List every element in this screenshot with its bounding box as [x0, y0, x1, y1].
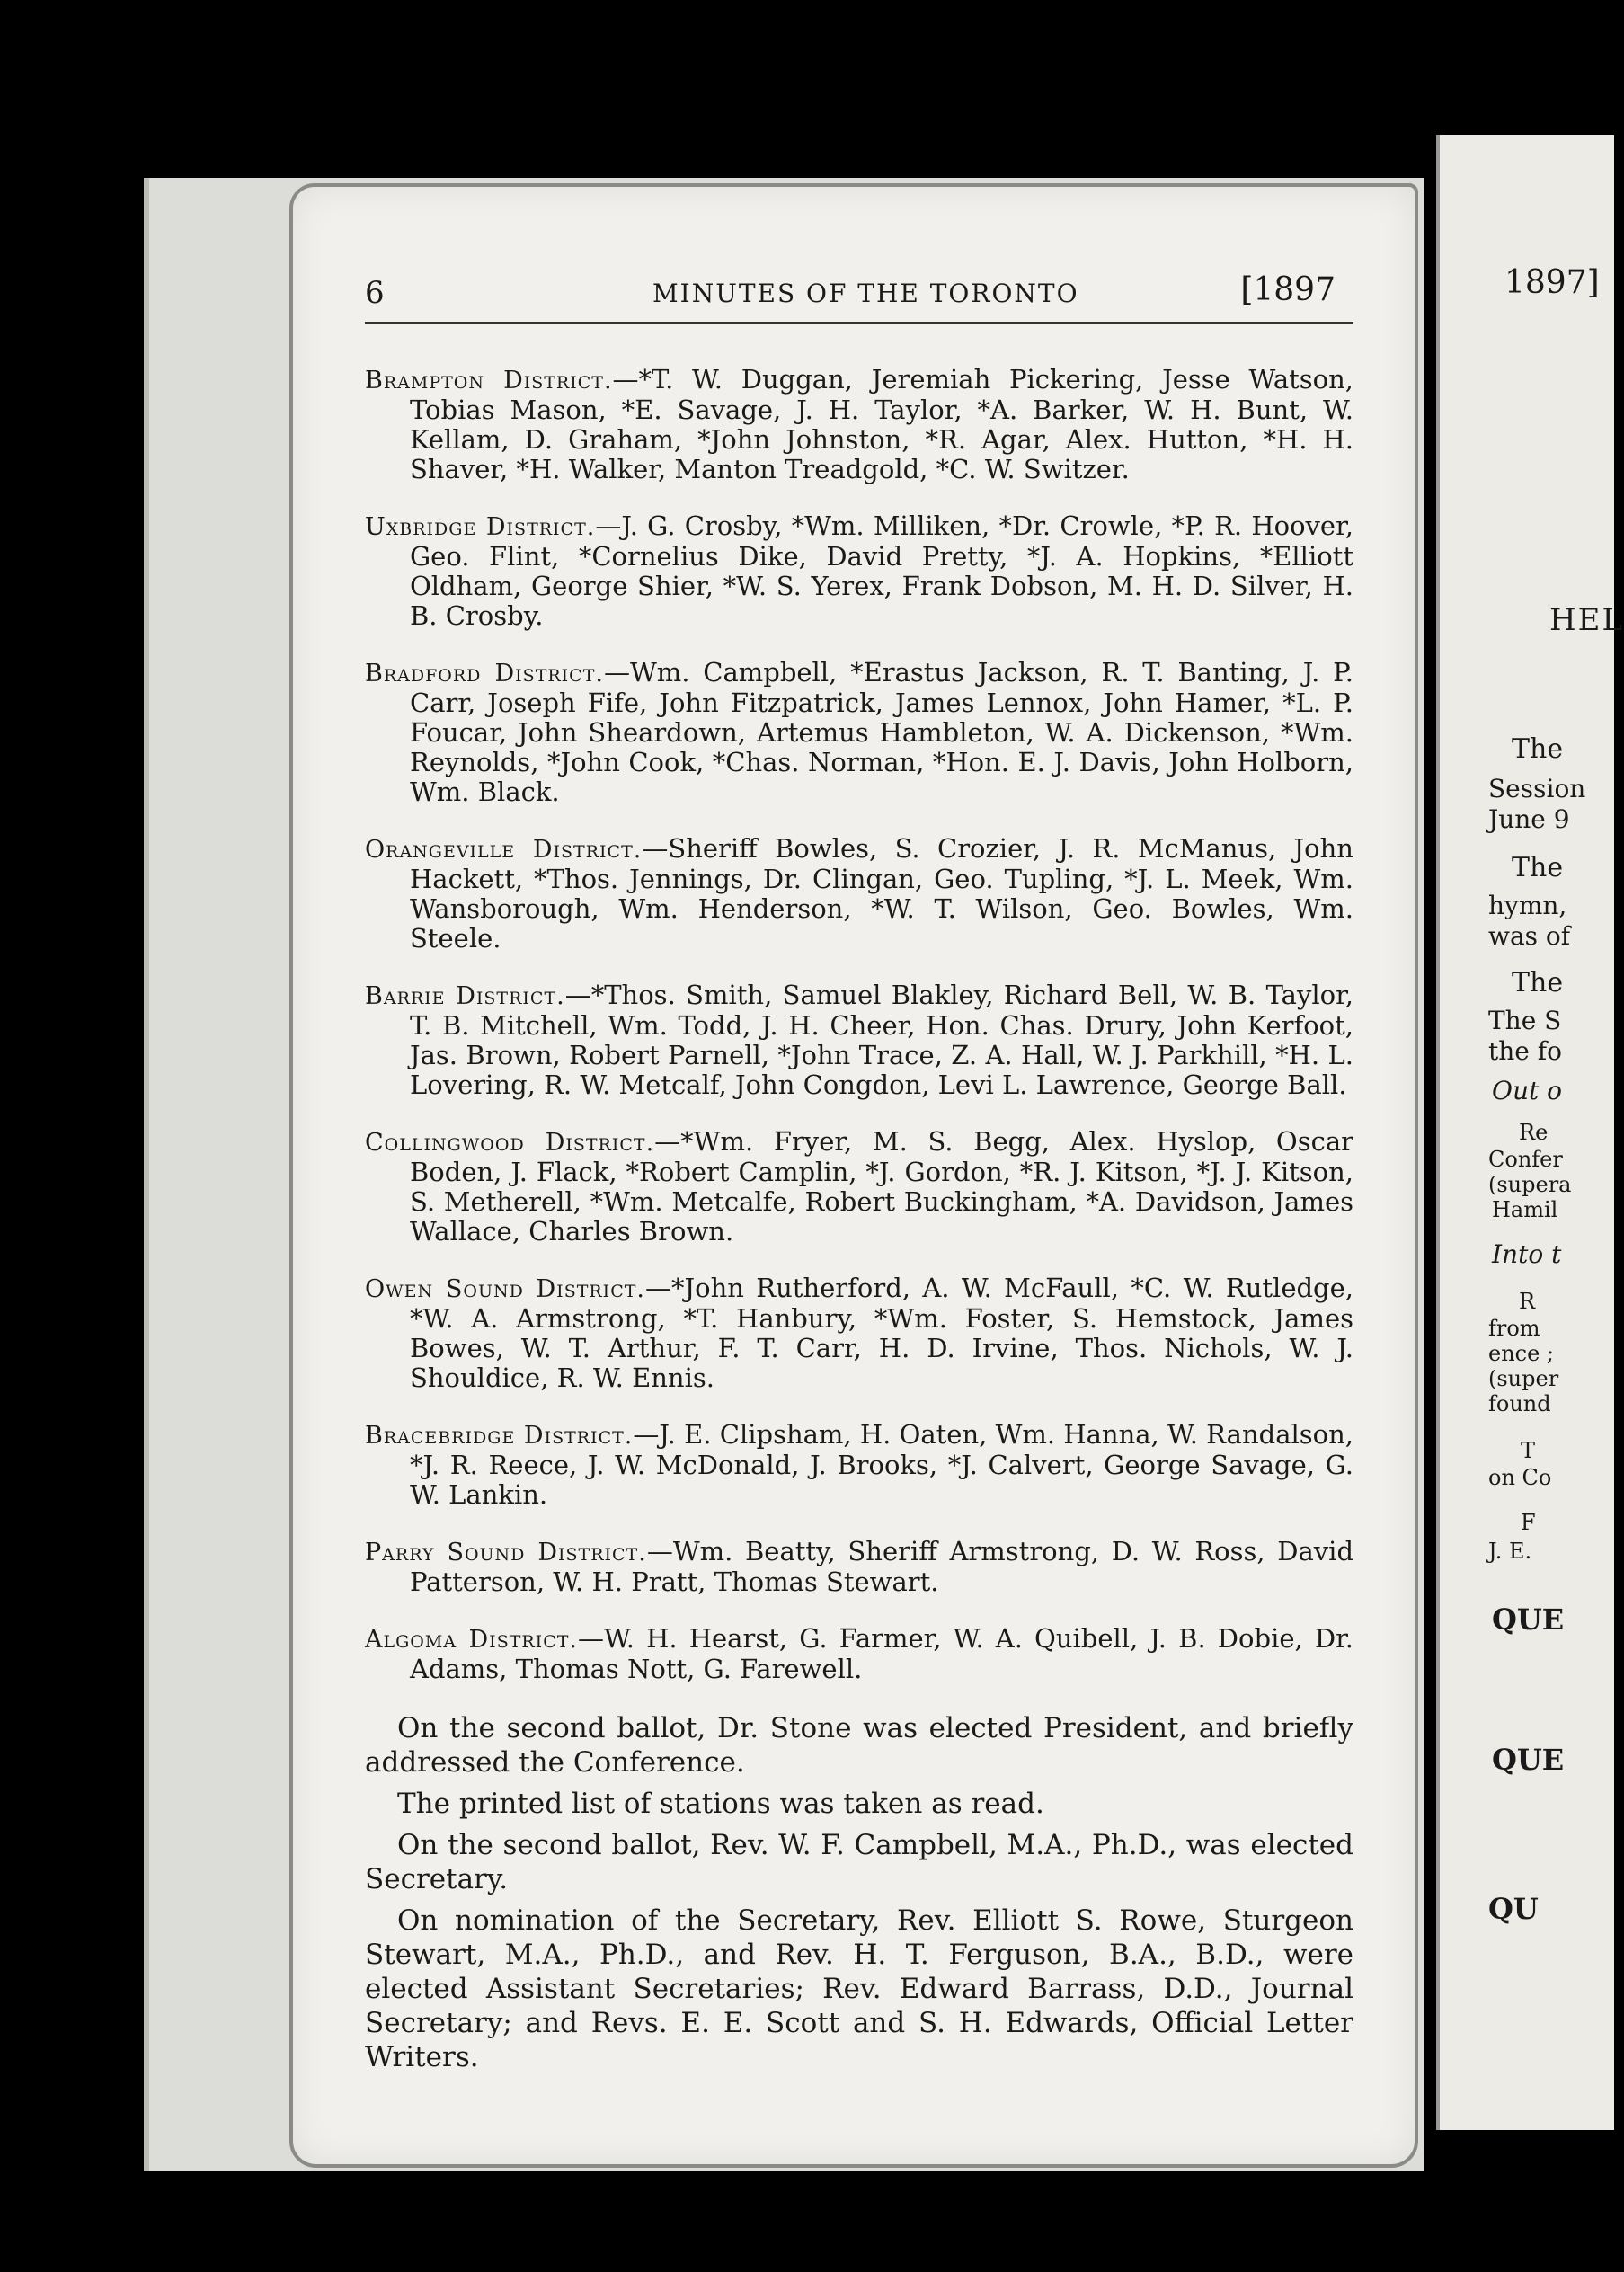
district-members: —*Thos. Smith, Samuel Blakley, Richard Bell, W. B. Taylor, T. B. Mitchell, Wm. Todd, J. H. Cheer, Hon. Chas. Drury, John Kerfoot, Jas. Brown, Robert Parnell, *John Trace, Z. A. Hall, W. J. Parkhill, *H. L. Lovering, R. W. Metcalf, John Congdon, Levi L. Lawrence, George Ball.: [410, 980, 1353, 1100]
facing-fragment: (super: [1488, 1366, 1559, 1391]
facing-fragment: R: [1519, 1289, 1536, 1314]
facing-fragment: Re: [1519, 1120, 1549, 1145]
facing-fragment: The: [1512, 733, 1564, 765]
facing-fragment: Hamil: [1492, 1197, 1558, 1222]
facing-fragment: (supera: [1488, 1172, 1572, 1197]
facing-fragment: T: [1521, 1438, 1536, 1463]
facing-fragment: from: [1488, 1316, 1540, 1341]
proceedings: [365, 1711, 1353, 2074]
facing-fragment: on Co: [1488, 1465, 1552, 1490]
facing-fragment: The: [1512, 967, 1564, 998]
district-members: —Wm. Beatty, Sheriff Armstrong, D. W. Ross, David Patterson, W. H. Pratt, Thomas Stewart.: [410, 1536, 1354, 1597]
facing-fragment: was of: [1488, 921, 1571, 951]
district-entry: [365, 1274, 1353, 1393]
facing-fragment: QU: [1488, 1892, 1539, 1926]
district-name: Collingwood District.: [365, 1129, 655, 1157]
district-members: —Sheriff Bowles, S. Crozier, J. R. McManus, John Hackett, *Thos. Jennings, Dr. Clingan, Geo. Tupling, *J. L. Meek, Wm. Wansborough, Wm. Henderson, *W. T. Wilson, Geo. Bowles, Wm. Steele.: [410, 833, 1353, 954]
document-page: [289, 183, 1418, 2168]
district-entry: [365, 365, 1353, 484]
facing-fragment: QUE: [1492, 1743, 1565, 1777]
district-name: Orangeville District.: [365, 836, 643, 864]
district-entry: [365, 1420, 1353, 1510]
facing-fragment: The: [1512, 852, 1564, 883]
district-entry: [365, 511, 1353, 631]
facing-page: [1436, 135, 1624, 2130]
facing-fragment: HEL: [1549, 602, 1624, 638]
facing-fragment: QUE: [1492, 1602, 1565, 1637]
page-number: 6: [365, 275, 385, 311]
paragraph: On the second ballot, Rev. W. F. Campbell, M.A., Ph.D., was elected Secretary.: [365, 1829, 1353, 1895]
district-name: Parry Sound District.: [365, 1539, 647, 1566]
district-name: Barrie District.: [365, 982, 565, 1010]
district-entry: [365, 1127, 1353, 1247]
running-title: MINUTES OF THE TORONTO: [652, 279, 1079, 308]
paragraph: The printed list of stations was taken as read.: [397, 1788, 1044, 1820]
facing-fragment: The S: [1488, 1006, 1562, 1035]
running-head: [365, 268, 1353, 324]
facing-fragment: J. E.: [1488, 1539, 1532, 1564]
district-members: —J. E. Clipsham, H. Oaten, Wm. Hanna, W. Randalson, *J. R. Reece, J. W. McDonald, J. Brooks, *J. Calvert, George Savage, G. W. Lankin.: [410, 1419, 1353, 1510]
district-name: Bracebridge District.: [365, 1422, 634, 1450]
district-list: [365, 365, 1353, 1684]
facing-fragment: Session: [1488, 774, 1586, 803]
facing-fragment: found: [1488, 1391, 1551, 1416]
paragraph: On nomination of the Secretary, Rev. Elliott S. Rowe, Sturgeon Stewart, M.A., Ph.D., and Rev. H. T. Ferguson, B.A., B.D., were elected Assistant Secretaries; Rev. Edward Barrass, D.D., Journal Secretary; and Revs. E. E. Scott and S. H. Edwards, Official Letter Writers.: [365, 1904, 1353, 2073]
district-entry: [365, 1537, 1353, 1597]
district-members: —Wm. Campbell, *Erastus Jackson, R. T. Banting, J. P. Carr, Joseph Fife, John Fitzpatrick, James Lennox, John Hamer, *L. P. Foucar, John Sheardown, Artemus Hambleton, W. A. Dickenson, *Wm. Reynolds, *John Cook, *Chas. Norman, *Hon. E. J. Davis, John Holborn, Wm. Black.: [410, 657, 1354, 807]
page-content: [365, 268, 1353, 2081]
running-year: [1897: [1240, 271, 1336, 308]
district-name: Owen Sound District.: [365, 1275, 645, 1303]
district-members: —J. G. Crosby, *Wm. Milliken, *Dr. Crowle, *P. R. Hoover, Geo. Flint, *Cornelius Dike, David Pretty, *J. A. Hopkins, *Elliott Oldham, George Shier, *W. S. Yerex, Frank Dobson, M. H. D. Silver, H. B. Crosby.: [410, 510, 1353, 631]
facing-fragment: ence ;: [1488, 1341, 1555, 1366]
paragraph: On the second ballot, Dr. Stone was elected President, and briefly addressed the Conference.: [365, 1712, 1353, 1779]
district-name: Brampton District.: [365, 367, 613, 395]
district-members: —W. H. Hearst, G. Farmer, W. A. Quibell, J. B. Dobie, Dr. Adams, Thomas Nott, G. Farewell.: [410, 1623, 1353, 1684]
facing-fragment: Confer: [1488, 1147, 1563, 1172]
district-name: Uxbridge District.: [365, 513, 596, 541]
district-entry: [365, 981, 1353, 1100]
district-name: Algoma District.: [365, 1626, 578, 1654]
district-entry: [365, 1624, 1353, 1684]
facing-fragment: F: [1521, 1510, 1536, 1535]
facing-fragment: Out o: [1492, 1076, 1562, 1105]
facing-fragment: June 9: [1488, 804, 1570, 834]
district-members: —*John Rutherford, A. W. McFaull, *C. W. Rutledge, *W. A. Armstrong, *T. Hanbury, *Wm. Foster, S. Hemstock, James Bowes, W. T. Arthur, F. T. Carr, H. D. Irvine, Thos. Nichols, W. J. Shouldice, R. W. Ennis.: [410, 1273, 1354, 1393]
facing-fragment: hymn,: [1488, 891, 1567, 920]
facing-page-year: 1897]: [1504, 264, 1600, 301]
district-entry: [365, 834, 1353, 954]
facing-fragment: Into t: [1492, 1239, 1562, 1269]
district-name: Bradford District.: [365, 660, 604, 688]
district-members: —*T. W. Duggan, Jeremiah Pickering, Jesse Watson, Tobias Mason, *E. Savage, J. H. Taylor, *A. Barker, W. H. Bunt, W. Kellam, D. Graham, *John Johnston, *R. Agar, Alex. Hutton, *H. H. Shaver, *H. Walker, Manton Treadgold, *C. W. Switzer.: [410, 364, 1354, 484]
district-members: —*Wm. Fryer, M. S. Begg, Alex. Hyslop, Oscar Boden, J. Flack, *Robert Camplin, *J. Gordon, *R. J. Kitson, *J. J. Kitson, S. Metherell, *Wm. Metcalfe, Robert Buckingham, *A. Davidson, James Wallace, Charles Brown.: [410, 1126, 1353, 1247]
district-entry: [365, 658, 1353, 807]
facing-fragment: the fo: [1488, 1036, 1562, 1066]
